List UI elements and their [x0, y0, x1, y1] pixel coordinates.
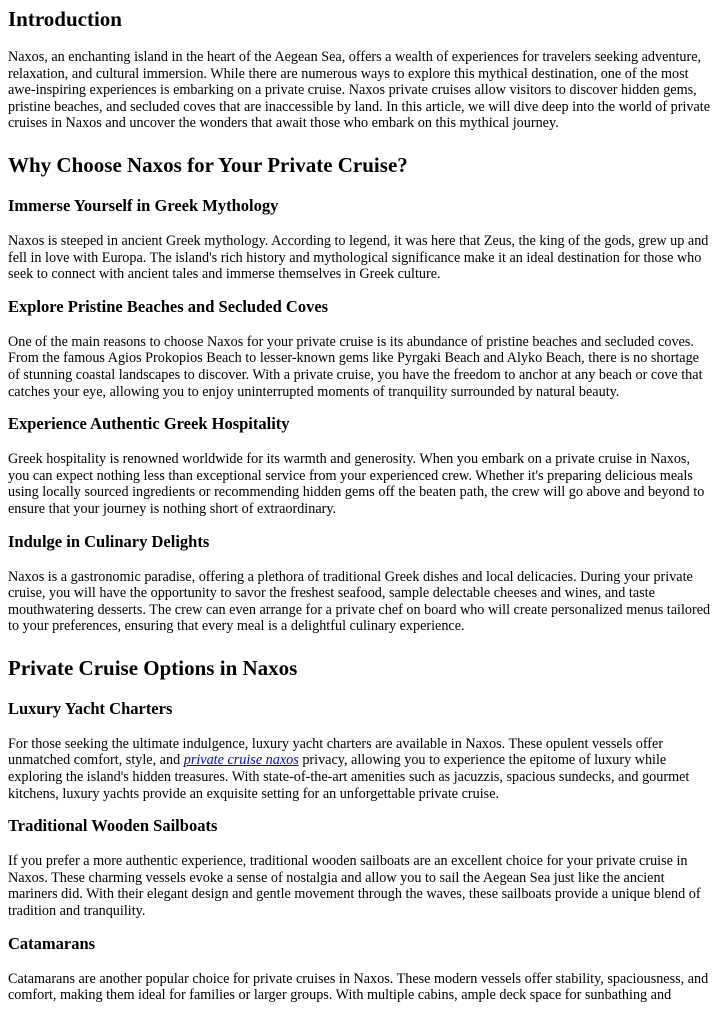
beaches-heading: Explore Pristine Beaches and Secluded Coves	[8, 296, 329, 316]
culinary-paragraph: Naxos is a gastronomic paradise, offering a plethora of traditional Greek dishes and local delicacies. During your private cruise, you will have the opportunity to savor the freshest seafood, sample delectable cheeses and wines, and taste mouthwatering desserts. The crew can even arrange for a private chef on board who will create personalized menus tailored to your preferences, ensuring that every meal is a delightful culinary experience.	[8, 568, 711, 635]
yacht-paragraph	[8, 736, 712, 802]
mythology-paragraph: Naxos is steeped in ancient Greek mythology. According to legend, it was here that Zeus, the king of the gods, grew up and fell in love with Europa. The island's rich history and mythological significance make it an ideal destination for those who seek to connect with ancient tales and immerse themselves in Greek culture.	[8, 232, 709, 283]
catamarans-paragraph: Catamarans are another popular choice for private cruises in Naxos. These modern vessels offer stability, spaciousness, and comfort, making them ideal for families or larger groups. With multiple cabins, ample deck space for sunbathing and	[8, 970, 709, 1004]
options-heading: Private Cruise Options in Naxos	[8, 655, 298, 680]
why-heading: Why Choose Naxos for Your Private Cruise?	[8, 152, 408, 177]
yacht-paragraph-after-link: privacy, allowing you to experience the epitome of luxury while exploring the island's hidden treasures. With state-of-the-art amenities such as jacuzzis, spacious sundecks, and gourmet kitchens, luxury yachts provide an exquisite setting for an unforgettable private cruise.	[8, 752, 690, 802]
article	[0, 6, 720, 1004]
sailboats-heading: Traditional Wooden Sailboats	[8, 816, 218, 836]
mythology-heading: Immerse Yourself in Greek Mythology	[8, 195, 279, 215]
intro-paragraph: Naxos, an enchanting island in the heart of the Aegean Sea, offers a wealth of experiences for travelers seeking adventure, relaxation, and cultural immersion. While there are numerous ways to explore this mythical destination, one of the most awe-inspiring experiences is embarking on a private cruise. Naxos private cruises allow visitors to discover hidden gems, pristine beaches, and secluded coves that are inaccessible by land. In this article, we will dive deep into the world of private cruises in Naxos and uncover the wonders that await those who embark on this mythical journey.	[8, 49, 711, 132]
sailboats-paragraph: If you prefer a more authentic experience, traditional wooden sailboats are an excellent choice for your private cruise in Naxos. These charming vessels evoke a sense of nostalgia and allow you to sail the Aegean Sea just like the ancient mariners did. With their elegant design and gentle movement through the waves, these sailboats provide a unique blend of tradition and tranquility.	[8, 853, 701, 920]
culinary-heading: Indulge in Culinary Delights	[8, 531, 210, 551]
intro-heading: Introduction	[8, 7, 122, 31]
beaches-paragraph: One of the main reasons to choose Naxos for your private cruise is its abundance of pristine beaches and secluded coves. From the famous Agios Prokopios Beach to lesser-known gems like Pyrgaki Beach and Alyko Beach, there is no shortage of stunning coastal landscapes to discover. With a private cruise, you have the freedom to anchor at any beach or cove that catches your eye, allowing you to enjoy uninterrupted moments of tranquility surrounded by natural beauty.	[8, 333, 703, 400]
catamarans-heading: Catamarans	[8, 933, 96, 953]
private-cruise-naxos-link[interactable]: private cruise naxos	[183, 752, 299, 769]
yacht-heading: Luxury Yacht Charters	[8, 698, 173, 718]
yacht-paragraph-before-link: For those seeking the ultimate indulgence, luxury yacht charters are available in Naxos. These opulent vessels offer unmatched comfort, style, and	[8, 735, 664, 769]
hospitality-paragraph: Greek hospitality is renowned worldwide for its warmth and generosity. When you embark on a private cruise in Naxos, you can expect nothing less than exceptional service from your experienced crew. Whether it's preparing delicious meals using locally sourced ingredients or recommending hidden gems off the beaten path, the crew will go above and beyond to ensure that your journey is nothing short of extraordinary.	[8, 451, 705, 517]
hospitality-heading: Experience Authentic Greek Hospitality	[8, 414, 290, 434]
